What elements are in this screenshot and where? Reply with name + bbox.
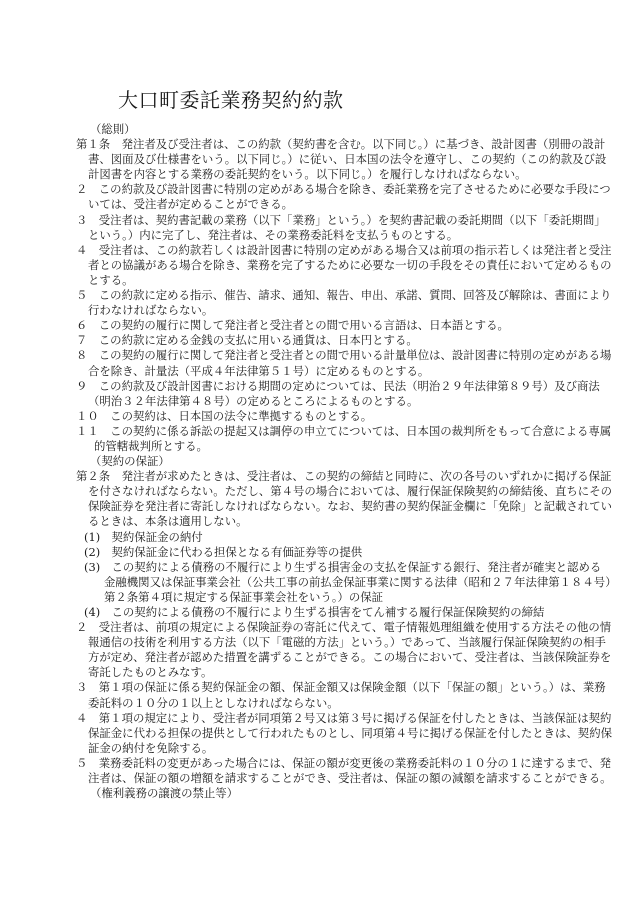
article-1-clause-3: ３ 受注者は、契約書記載の業務（以下「業務」という。）を契約書記載の委託期間（以下「委託期間」という。）内に完了し、発注者は、その業務委託料を支払うものとする。	[76, 212, 606, 242]
article-1-clause-1: 第１条 発注者及び受注者は、この約款（契約書を含む。以下同じ。）に基づき、設計図書（別冊の設計書、図面及び仕様書をいう。以下同じ。）に従い、日本国の法令を遵守し、この契約（この約款及び設計図書を内容とする業務の委託契約をいう。以下同じ。）を履行しなければならない。	[76, 137, 607, 182]
article-2-clause-4: ４ 第１項の規定により、受注者が同項第２号又は第３号に掲げる保証を付したときは、当該保証は契約保証金に代わる担保の提供として行われたものとし、同項第４号に掲げる保証を付したときは、契約保証金の納付を免除する。	[76, 710, 612, 755]
article-1-clause-6: ６ この契約の履行に関して発注者と受注者との間で用いる言語は、日本語とする。	[76, 318, 509, 333]
article-2-clause-3: ３ 第１項の保証に係る契約保証金の額、保証金額又は保険金額（以下「保証の額」という。）は、業務委託料の１０分の１以上としなければならない。	[76, 680, 606, 710]
article-2-item-3: (3) この契約による債務の不履行により生ずる損害金の支払を保証する銀行、発注者が確実と認める金融機関又は保証事業会社（公共工事の前払金保証事業に関する法律（昭和２７年法律第１８４号）第２条第４項に規定する保証事業会社をいう。）の保証	[84, 559, 611, 604]
article-2-clause-1: 第２条 発注者が求めたときは、受注者は、この契約の締結と同時に、次の各号のいずれかに掲げる保証を付さなければならない。ただし、第４号の場合においては、履行保証保険契約の締結後、直ちにその保険証券を発注者に寄託しなければならない。なお、契約書の契約保証金欄に「免除」と記載されているときは、本条は適用しない。	[76, 469, 612, 529]
section-heading-general: （総則）	[90, 122, 136, 136]
document-title: 大口町委託業務契約約款	[118, 88, 344, 112]
article-1-clause-2: ２ この約款及び設計図書に特別の定めがある場合を除き、委託業務を完了させるために必要な手段については、受注者が定めることができる。	[76, 182, 611, 212]
article-1-clause-7: ７ この約款に定める金銭の支払に用いる通貨は、日本円とする。	[76, 333, 418, 348]
document-body	[76, 122, 612, 801]
article-2-item-4: (4) この契約による債務の不履行により生ずる損害をてん補する履行保証保険契約の締結	[84, 605, 545, 619]
article-1-clause-5: ５ この約款に定める指示、催告、請求、通知、報告、申出、承諾、質問、回答及び解除は、書面により行わなければならない。	[76, 288, 612, 318]
article-1-clause-10: １０ この契約は、日本国の法令に準拠するものとする。	[76, 408, 373, 423]
article-1-clause-8: ８ この契約の履行に関して発注者と受注者との間で用いる計量単位は、設計図書に特別の定めがある場合を除き、計量法（平成４年法律第５１号）に定めるものとする。	[76, 348, 612, 378]
article-2-item-2: (2) 契約保証金に代わる担保となる有価証券等の提供	[84, 544, 363, 559]
section-heading-contract-guarantee: （契約の保証）	[90, 454, 170, 469]
section-heading-assignment-prohibition: （権利義務の譲渡の禁止等）	[90, 786, 239, 801]
article-1-clause-9: ９ この約款及び設計図書における期間の定めについては、民法（明治２９年法律第８９号）及び商法（明治３２年法律第４８号）の定めるところによるものとする。	[76, 378, 600, 408]
article-1-clause-4: ４ 受注者は、この約款若しくは設計図書に特別の定めがある場合又は前項の指示若しくは発注者と受注者との協議がある場合を除き、業務を完了するために必要な一切の手段をその責任において定めるものとする。	[76, 242, 612, 287]
article-2-item-1: (1) 契約保証金の納付	[84, 529, 203, 544]
article-2-clause-5: ５ 業務委託料の変更があった場合には、保証の額が変更後の業務委託料の１０分の１に達するまで、発注者は、保証の額の増額を請求することができ、受注者は、保証の額の減額を請求することができる。	[76, 755, 612, 786]
article-1-clause-11: １１ この契約に係る訴訟の提起又は調停の申立てについては、日本国の裁判所をもって合意による専属的管轄裁判所とする。	[76, 423, 612, 453]
article-2-clause-2: ２ 受注者は、前項の規定による保険証券の寄託に代えて、電子情報処理組織を使用する方法その他の情報通信の技術を利用する方法（以下「電磁的方法」という。）であって、当該履行保証保険契約の相手方が定め、発注者が認めた措置を講ずることができる。この場合において、受注者は、当該保険証券を寄託したものとみなす。	[76, 620, 612, 680]
